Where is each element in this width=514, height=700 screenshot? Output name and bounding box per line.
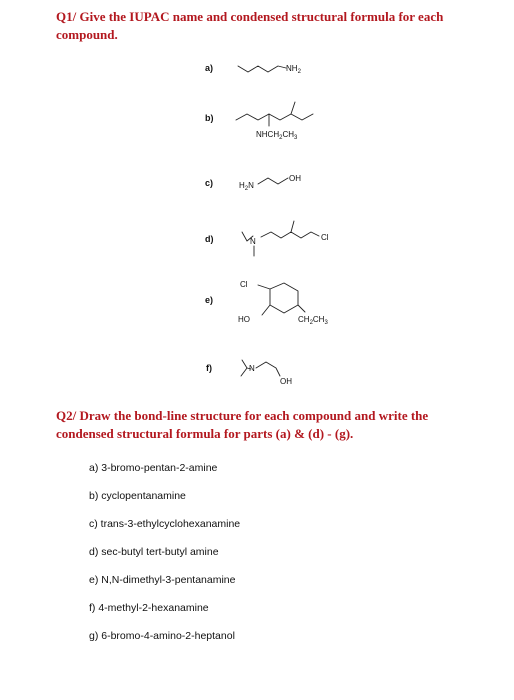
structure-e-group-cl: Cl bbox=[240, 280, 248, 289]
structure-e-group-ch2ch3: $CH_2CH_3$ bbox=[298, 315, 328, 326]
q2-part-e: e) N,N-dimethyl-3-pentanamine bbox=[89, 574, 236, 586]
structure-a-group-nh2: $NH_2$ bbox=[286, 64, 301, 75]
structure-e-ring bbox=[270, 283, 298, 313]
structure-f-group-oh: OH bbox=[280, 377, 292, 386]
q2-part-f: f) 4-methyl-2-hexanamine bbox=[89, 602, 209, 614]
q2-part-a: a) 3-bromo-pentan-2-amine bbox=[89, 462, 218, 474]
structure-label-e: e) bbox=[205, 295, 214, 305]
structure-d-group-n: N bbox=[250, 237, 256, 246]
q1-title: Q1/ Give the IUPAC name and condensed structural formula for each compound. bbox=[56, 9, 444, 42]
structure-f-group-n: N bbox=[249, 364, 255, 373]
q2-title: Q2/ Draw the bond-line structure for each compound and write the condensed structural formula for parts (a) & (d) - (g). bbox=[56, 408, 429, 441]
structure-b-group-nhch2ch3: $NHCH_2CH_3$ bbox=[256, 130, 298, 141]
structure-label-d: d) bbox=[205, 234, 214, 244]
structure-b-bonds bbox=[236, 114, 313, 120]
structure-d-group-cl: Cl bbox=[321, 233, 329, 242]
q2-part-c: c) trans-3-ethylcyclohexanamine bbox=[89, 518, 241, 530]
q2-parts-list bbox=[89, 462, 240, 658]
q2-part-b: b) cyclopentanamine bbox=[89, 490, 186, 502]
q2-part-d: d) sec-butyl tert-butyl amine bbox=[89, 546, 219, 558]
structure-a-bonds bbox=[238, 66, 286, 72]
structure-c-group-h2n: $H_2N$ bbox=[239, 181, 254, 192]
structure-f-bonds bbox=[241, 360, 247, 376]
structure-label-f: f) bbox=[206, 363, 212, 373]
q2-part-g: g) 6-bromo-4-amino-2-heptanol bbox=[89, 630, 235, 642]
structure-c-group-oh: OH bbox=[289, 174, 301, 183]
structure-c-bonds bbox=[258, 178, 288, 184]
structure-label-b: b) bbox=[205, 113, 214, 123]
structure-e-group-ho: HO bbox=[238, 315, 250, 324]
structure-label-a: a) bbox=[205, 63, 214, 73]
structure-label-c: c) bbox=[205, 178, 214, 188]
